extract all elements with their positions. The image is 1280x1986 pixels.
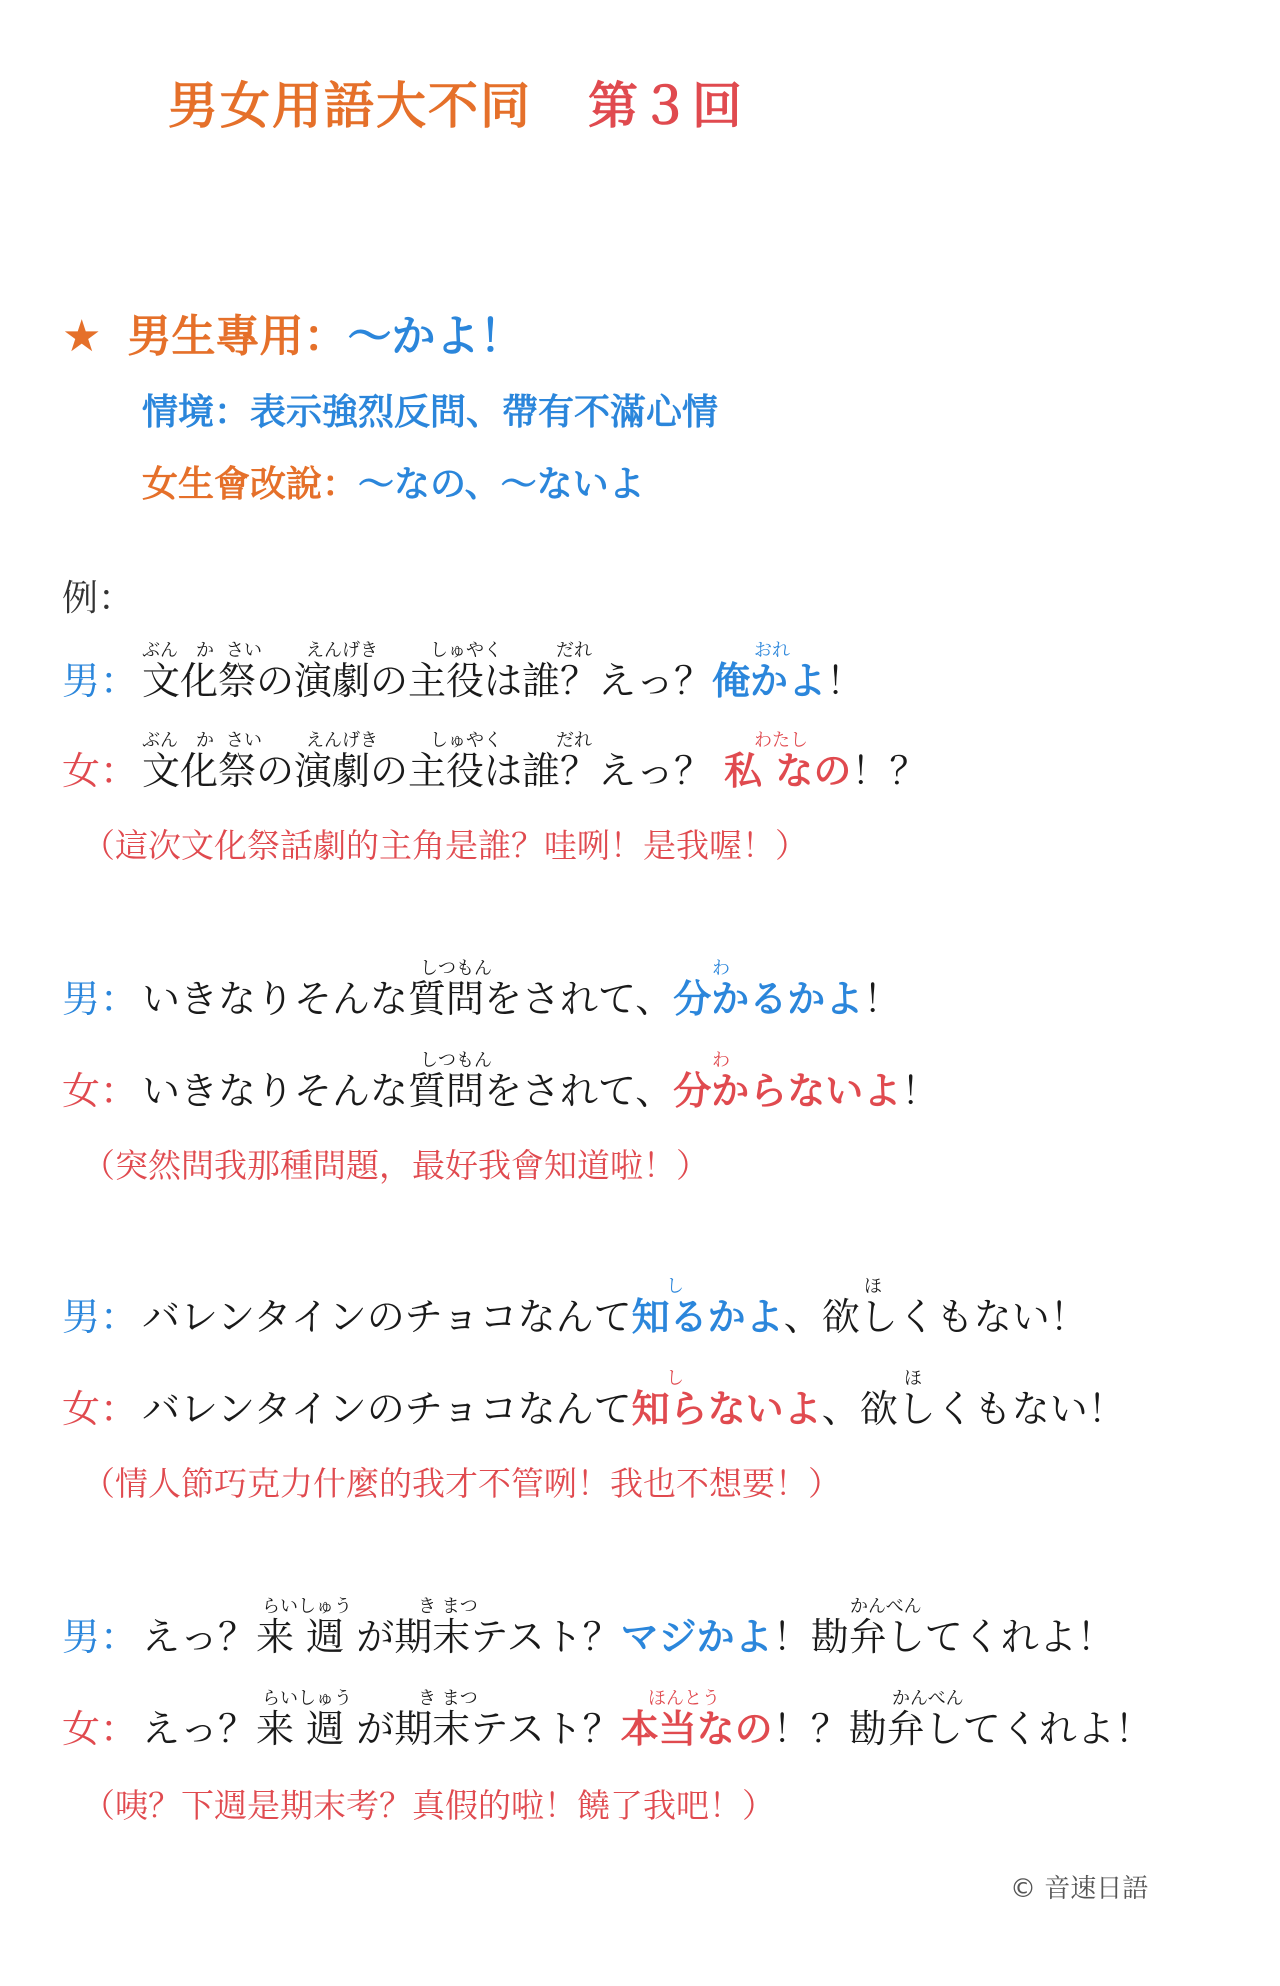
furigana: らいしゅう <box>262 1688 352 1709</box>
furigana: ほ <box>864 1276 882 1297</box>
highlight-phrase: 知らないよ <box>631 1387 822 1431</box>
highlight-phrase: 私 なの <box>724 749 852 793</box>
furigana: か <box>196 640 214 661</box>
sentence-end: ！勘弁してくれよ！ <box>772 1615 1115 1659</box>
speaker-colon: ： <box>100 977 139 1021</box>
furigana: だれ <box>556 730 592 751</box>
furigana: おれ <box>754 640 790 661</box>
sentence-end: 、欲しくもない！ <box>821 1387 1126 1431</box>
furigana: かんべん <box>892 1688 964 1709</box>
sentence-text: いきなりそんな質問をされて、 <box>142 977 674 1021</box>
female-sentence <box>62 1387 1126 1431</box>
male-speaker: 男 <box>62 659 101 703</box>
highlight-phrase: 知るかよ <box>631 1295 784 1339</box>
translation: （咦？下週是期末考？真假的啦！饒了我吧！） <box>82 1786 775 1825</box>
sentence-text: 文化祭の演劇の主役は誰？えっ？ <box>142 659 713 703</box>
furigana: わ <box>712 1050 730 1071</box>
star-icon: ★ <box>62 311 102 362</box>
furigana: かんべん <box>850 1596 922 1617</box>
furigana: ぶん <box>142 640 178 661</box>
female-speaker: 女 <box>62 749 101 793</box>
sentence-text: えっ？来 週 が期末テスト？ <box>142 1615 621 1659</box>
male-sentence <box>62 977 902 1021</box>
furigana: えんげき <box>306 730 378 751</box>
sentence-end: ！？ <box>851 749 928 793</box>
female-alt-label: 女生會改說： <box>142 464 359 505</box>
male-sentence <box>62 1295 1088 1339</box>
sentence-end: 、欲しくもない！ <box>783 1295 1088 1339</box>
speaker-colon: ： <box>100 1707 139 1751</box>
male-sentence <box>62 659 865 703</box>
rule-female-alt <box>142 456 645 507</box>
furigana: しゅやく <box>430 640 502 661</box>
page-title <box>168 66 744 138</box>
furigana: しつもん <box>420 1050 492 1071</box>
furigana: らいしゅう <box>262 1596 352 1617</box>
furigana: し <box>666 1368 684 1389</box>
male-speaker: 男 <box>62 1615 101 1659</box>
title-part: 第３回 <box>588 77 744 135</box>
highlight-phrase: マジかよ <box>620 1615 773 1659</box>
male-speaker: 男 <box>62 977 101 1021</box>
sentence-text: 文化祭の演劇の主役は誰？えっ？ <box>142 749 725 793</box>
female-sentence <box>62 1707 1153 1751</box>
male-sentence <box>62 1615 1115 1659</box>
furigana: だれ <box>556 640 592 661</box>
translation: （這次文化祭話劇的主角是誰？哇咧！是我喔！） <box>82 826 808 865</box>
example-label: 例： <box>62 578 135 619</box>
female-sentence <box>62 1069 940 1113</box>
speaker-colon: ： <box>100 659 139 703</box>
furigana: ほ <box>904 1368 922 1389</box>
furigana: さい <box>226 640 262 661</box>
furigana: き まつ <box>418 1596 478 1617</box>
rule-pattern: ～かよ！ <box>347 311 524 362</box>
furigana: しつもん <box>420 958 492 979</box>
sentence-text: えっ？来 週 が期末テスト？ <box>142 1707 621 1751</box>
sentence-end: ！？勘弁してくれよ！ <box>772 1707 1153 1751</box>
rule-label: 男生專用： <box>127 311 348 362</box>
sentence-text: バレンタインのチョコなんて <box>142 1387 632 1431</box>
female-speaker: 女 <box>62 1069 101 1113</box>
highlight-phrase: 分からないよ <box>673 1069 902 1113</box>
speaker-colon: ： <box>100 1387 139 1431</box>
speaker-colon: ： <box>100 749 139 793</box>
translation: （突然問我那種問題，最好我會知道啦！） <box>82 1146 709 1185</box>
furigana: わたし <box>754 730 808 751</box>
furigana: か <box>196 730 214 751</box>
female-speaker: 女 <box>62 1387 101 1431</box>
speaker-colon: ： <box>100 1069 139 1113</box>
furigana: し <box>666 1276 684 1297</box>
furigana: き まつ <box>418 1688 478 1709</box>
furigana: ぶん <box>142 730 178 751</box>
female-alt-pattern: ～なの、～ないよ <box>358 464 645 505</box>
sentence-end: ！ <box>901 1069 940 1113</box>
female-sentence <box>62 749 928 793</box>
sentence-text: いきなりそんな質問をされて、 <box>142 1069 674 1113</box>
speaker-colon: ： <box>100 1295 139 1339</box>
furigana: しゅやく <box>430 730 502 751</box>
highlight-phrase: 俺かよ <box>712 659 827 703</box>
furigana: さい <box>226 730 262 751</box>
rule-situation: 情境：表示強烈反問、帶有不滿心情 <box>142 392 719 433</box>
translation: （情人節巧克力什麼的我才不管咧！我也不想要！） <box>82 1464 841 1503</box>
title-main: 男女用語大不同 <box>168 77 532 135</box>
copyright: © 音速日語 <box>1010 1874 1149 1904</box>
rule-heading <box>62 300 523 364</box>
furigana: えんげき <box>306 640 378 661</box>
highlight-phrase: 本当なの <box>620 1707 773 1751</box>
highlight-phrase: 分かるかよ <box>673 977 864 1021</box>
furigana: ほんとう <box>648 1688 720 1709</box>
sentence-end: ！ <box>863 977 902 1021</box>
male-speaker: 男 <box>62 1295 101 1339</box>
speaker-colon: ： <box>100 1615 139 1659</box>
sentence-text: バレンタインのチョコなんて <box>142 1295 632 1339</box>
female-speaker: 女 <box>62 1707 101 1751</box>
furigana: わ <box>712 958 730 979</box>
sentence-end: ！ <box>826 659 865 703</box>
